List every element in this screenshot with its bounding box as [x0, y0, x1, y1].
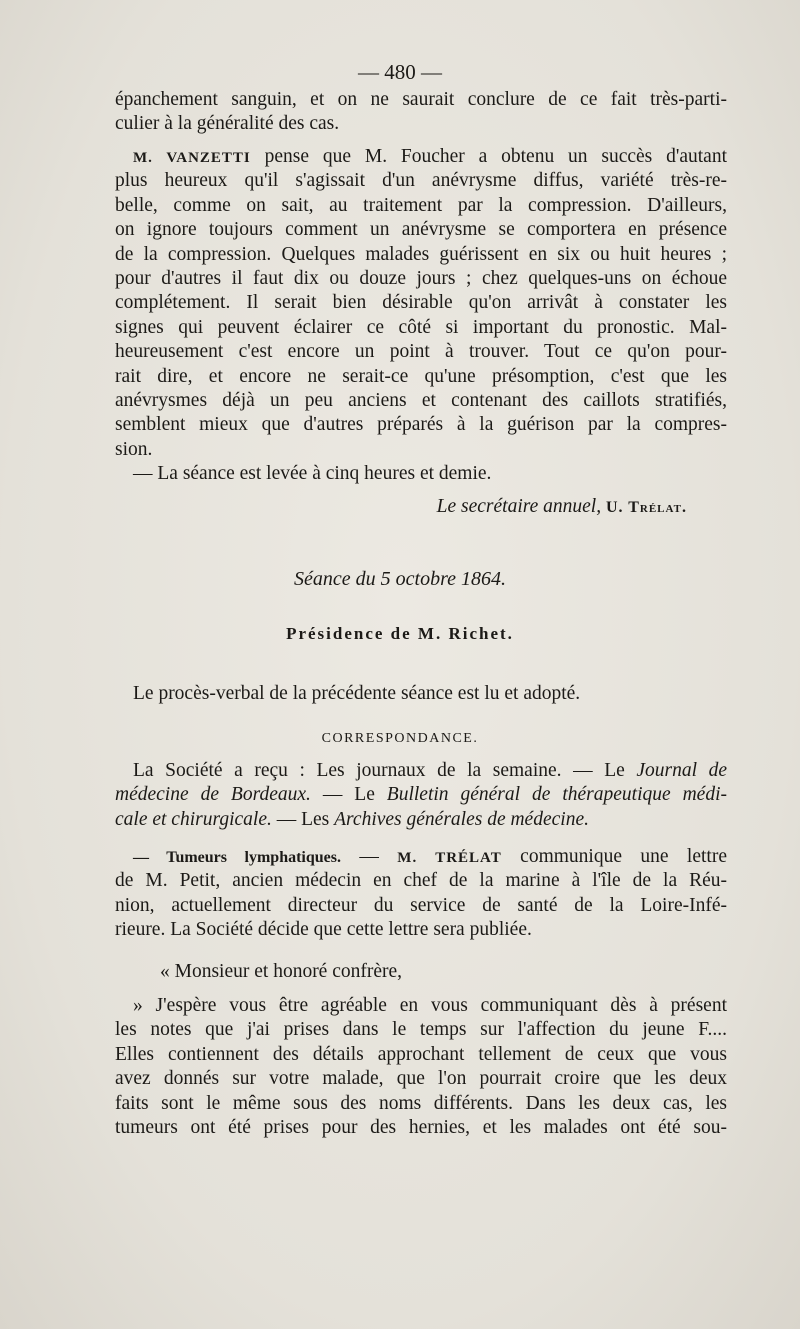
text-span: communique une lettre	[501, 846, 727, 867]
text-line: « Monsieur et honoré confrère,	[160, 961, 403, 982]
text-line: » J'espère vous être agréable en vous communiquant dès à présent	[133, 995, 727, 1016]
text-line: heureusement c'est encore un point à trouver. Tout ce qu'on pour-	[115, 341, 727, 363]
text-line: nion, actuellement directeur du service de santé de la Loire-Infé-	[115, 894, 727, 916]
text-line: épanchement sanguin, et on ne saurait conclure de ce fait très-parti-	[115, 89, 727, 110]
text-line: rieure. La Société décide que cette lettre sera publiée.	[115, 919, 532, 941]
text-line	[115, 845, 727, 869]
secretaire-name: U. Trélat.	[605, 499, 687, 516]
text-line: complétement. Il serait bien désirable qu'on arrivât à constater les	[115, 292, 727, 314]
seance-title: Séance du 5 octobre 1864.	[294, 568, 506, 590]
text-span: — Le	[310, 784, 387, 806]
text-line: belle, comme on sait, au traitement par la compression. D'ailleurs,	[115, 194, 727, 216]
signature-line	[115, 495, 727, 519]
journal-title: Journal de	[636, 760, 727, 781]
text-line: anévrysmes déjà un peu anciens et contenant des caillots stratifiés,	[115, 389, 727, 411]
speaker-name: M. TRÉLAT	[397, 850, 502, 866]
journal-title: Archives générales de médecine.	[334, 808, 589, 830]
text-span: —	[340, 846, 398, 867]
text-line	[115, 808, 727, 832]
journal-title: cale et chirurgicale.	[115, 808, 272, 830]
proces-verbal	[115, 682, 727, 706]
text-line: faits sont le même sous des noms différents. Dans les deux cas, les	[115, 1092, 727, 1114]
text-line: culier à la généralité des cas.	[115, 113, 340, 135]
text-line: rait dire, et encore ne serait-ce qu'une présomption, c'est que les	[115, 365, 727, 387]
text-line: de la compression. Quelques malades guérissent en six ou huit heures ;	[115, 243, 727, 265]
journal-title: médecine de Bordeaux.	[115, 784, 311, 806]
text-line: avez donnés sur votre malade, que l'on pourrait croire que les deux	[115, 1068, 727, 1090]
paragraph-letter	[115, 994, 727, 1140]
section-run-in: — Tumeurs lymphatiques.	[133, 849, 341, 866]
text-line: sion.	[115, 438, 153, 460]
salutation	[115, 960, 727, 984]
text-line	[115, 759, 727, 783]
paragraph-epanchement	[115, 88, 727, 137]
text-span: La Société a reçu : Les journaux de la semaine. — Le	[133, 760, 637, 781]
text-line: on ignore toujours comment un anévrysme se comportera en présence	[115, 219, 727, 241]
text-span: — Les	[271, 808, 335, 830]
text-line: tumeurs ont été prises pour des hernies, et les malades ont été sou-	[115, 1116, 727, 1138]
text-line: de M. Petit, ancien médecin en chef de la marine à l'île de la Réu-	[115, 870, 727, 892]
presidence-heading: Présidence de M. Richet.	[286, 624, 514, 643]
journal-title: Bulletin général de thérapeutique médi-	[386, 784, 727, 806]
text-line: signes qui peuvent éclairer ce côté si important du pronostic. Mal-	[115, 316, 727, 338]
paragraph-vanzetti	[115, 145, 727, 486]
text-line: Elles contiennent des détails approchant tellement de ceux que vous	[115, 1043, 727, 1065]
text-line	[115, 145, 727, 169]
paragraph-tumeurs	[115, 845, 727, 943]
signature	[115, 495, 727, 519]
text-line: Le procès-verbal de la précédente séance est lu et adopté.	[133, 683, 581, 704]
page-number: — 480 —	[358, 60, 442, 84]
speaker-name: M. VANZETTI	[133, 150, 251, 166]
secretaire-title: Le secrétaire annuel,	[436, 496, 602, 517]
text-line: les notes que j'ai prises dans le temps sur l'affection du jeune F....	[115, 1019, 727, 1041]
text-span: pense que M. Foucher a obtenu un succès d'autant	[264, 146, 728, 167]
text-line: pour d'autres il faut dix ou douze jours ; chez quelques-uns on échoue	[115, 267, 727, 289]
text-line: semblent mieux que d'autres préparés à la guérison par la compres-	[115, 414, 727, 436]
correspondance-heading: CORRESPONDANCE.	[321, 731, 479, 746]
seance-levee: — La séance est levée à cinq heures et demie.	[133, 463, 492, 485]
text-line: plus heureux qu'il s'agissait d'un anévrysme diffus, variété très-re-	[115, 170, 727, 192]
text-line	[115, 783, 727, 807]
paragraph-correspondance	[115, 759, 727, 832]
